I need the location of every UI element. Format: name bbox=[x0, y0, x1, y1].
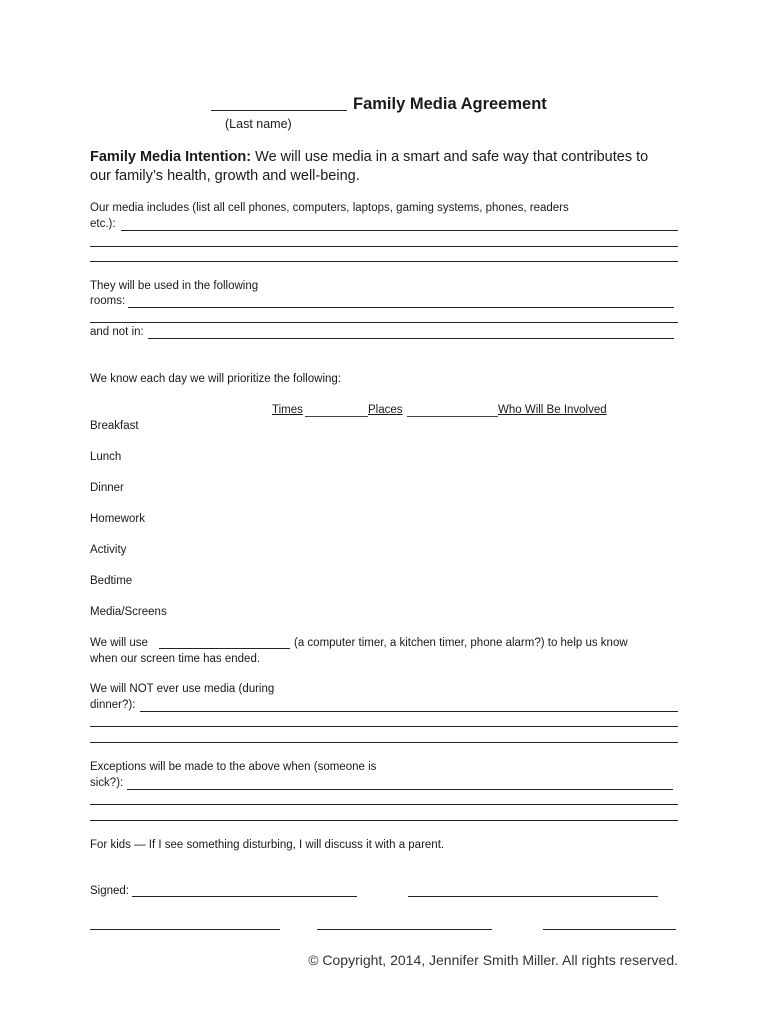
signature-line-3[interactable] bbox=[90, 929, 280, 930]
copyright-notice: © Copyright, 2014, Jennifer Smith Miller. All rights reserved. bbox=[308, 952, 678, 968]
exceptions-prompt-line2: sick?): bbox=[90, 777, 124, 789]
signature-line-5[interactable] bbox=[543, 929, 676, 930]
priority-row-lunch: Lunch bbox=[90, 451, 122, 463]
signature-line-2[interactable] bbox=[408, 896, 658, 897]
exceptions-answer-line-3[interactable] bbox=[90, 820, 678, 821]
not-in-answer-line[interactable] bbox=[148, 338, 674, 339]
header-underline-spacer-2 bbox=[407, 416, 498, 417]
priority-row-dinner: Dinner bbox=[90, 482, 124, 494]
media-answer-line-3[interactable] bbox=[90, 261, 678, 262]
not-in-label: and not in: bbox=[90, 326, 144, 338]
rooms-answer-line-2[interactable] bbox=[90, 322, 678, 323]
timer-answer-line[interactable] bbox=[159, 648, 290, 649]
column-header-who: Who Will Be Involved bbox=[498, 404, 607, 416]
header-underline-spacer-1 bbox=[305, 416, 368, 417]
column-header-times: Times bbox=[272, 404, 303, 416]
rooms-prompt-line1: They will be used in the following bbox=[90, 280, 259, 292]
exceptions-answer-line-1[interactable] bbox=[127, 789, 673, 790]
timer-prefix: We will use bbox=[90, 637, 148, 649]
never-answer-line-1[interactable] bbox=[140, 711, 678, 712]
rooms-answer-line-1[interactable] bbox=[128, 307, 674, 308]
never-prompt-line1: We will NOT ever use media (during bbox=[90, 683, 275, 695]
timer-line2: when our screen time has ended. bbox=[90, 653, 261, 665]
intention-statement bbox=[90, 149, 648, 165]
never-answer-line-3[interactable] bbox=[90, 742, 678, 743]
exceptions-answer-line-2[interactable] bbox=[90, 804, 678, 805]
never-prompt-line2: dinner?): bbox=[90, 699, 136, 711]
intention-text-line1: We will use media in a smart and safe way that contributes to bbox=[255, 149, 649, 165]
kids-note: For kids — If I see something disturbing, I will discuss it with a parent. bbox=[90, 839, 445, 851]
signature-line-4[interactable] bbox=[317, 929, 492, 930]
priority-row-homework: Homework bbox=[90, 513, 145, 525]
media-prompt-line2: etc.): bbox=[90, 218, 116, 230]
page-title: Family Media Agreement bbox=[353, 95, 547, 113]
timer-suffix: (a computer timer, a kitchen timer, phone alarm?) to help us know bbox=[294, 637, 628, 649]
priority-row-media-screens: Media/Screens bbox=[90, 606, 167, 618]
priority-row-bedtime: Bedtime bbox=[90, 575, 133, 587]
last-name-field[interactable] bbox=[211, 110, 347, 111]
rooms-prompt-line2: rooms: bbox=[90, 295, 126, 307]
media-answer-line-1[interactable] bbox=[121, 230, 678, 231]
signed-label: Signed: bbox=[90, 885, 130, 897]
intention-text-line2: our family’s health, growth and well-being. bbox=[90, 168, 360, 184]
signature-line-1[interactable] bbox=[132, 896, 357, 897]
priority-row-breakfast: Breakfast bbox=[90, 420, 139, 432]
media-prompt-line1: Our media includes (list all cell phones, computers, laptops, gaming systems, phones, readers bbox=[90, 202, 569, 214]
column-header-places: Places bbox=[368, 404, 403, 416]
media-answer-line-2[interactable] bbox=[90, 246, 678, 247]
never-answer-line-2[interactable] bbox=[90, 726, 678, 727]
intention-label: Family Media Intention: bbox=[90, 149, 252, 165]
exceptions-prompt-line1: Exceptions will be made to the above when (someone is bbox=[90, 761, 377, 773]
priority-row-activity: Activity bbox=[90, 544, 127, 556]
last-name-caption: (Last name) bbox=[225, 117, 292, 131]
priorities-intro: We know each day we will prioritize the following: bbox=[90, 373, 341, 385]
